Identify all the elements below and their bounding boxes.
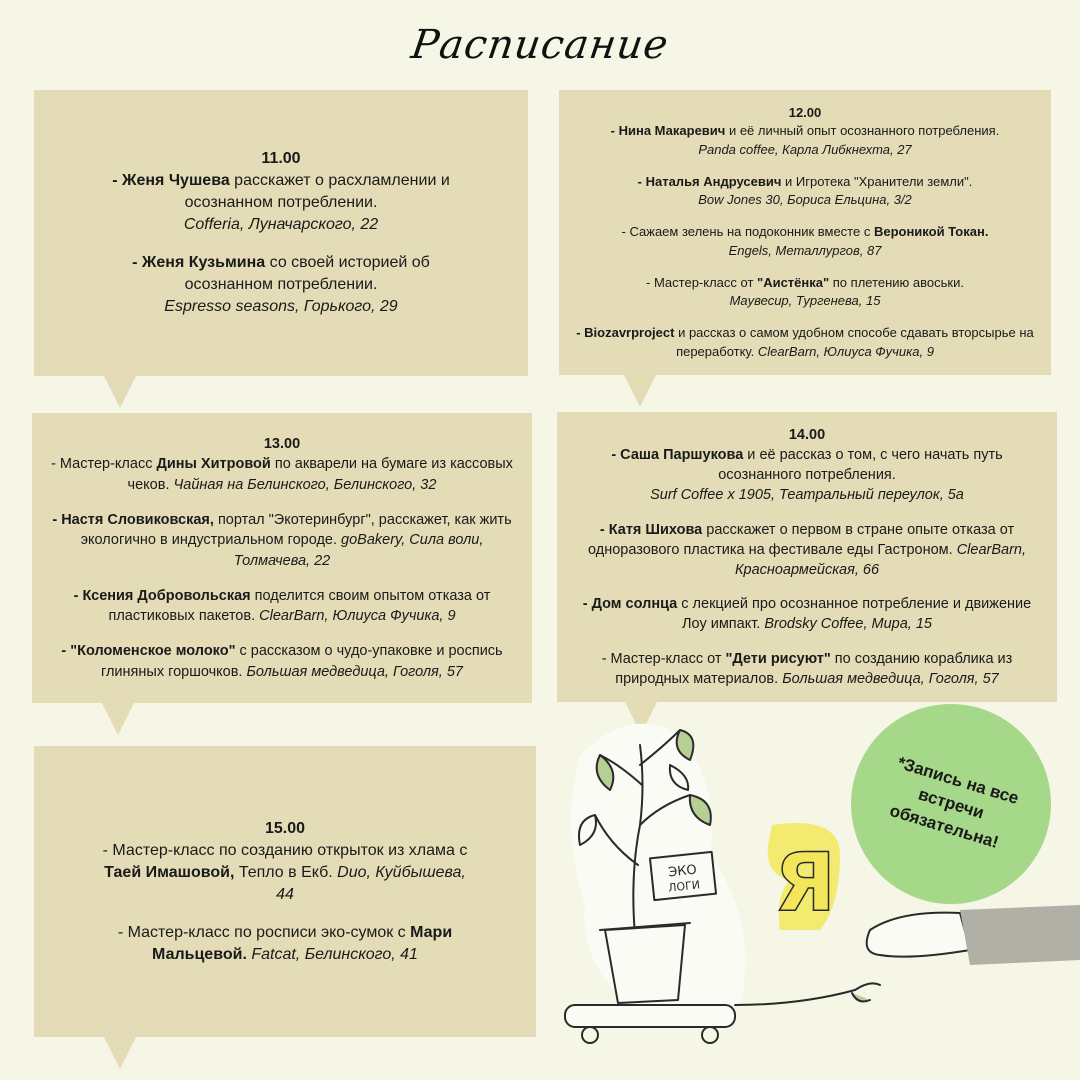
speaker-name: - Женя Кузьмина	[132, 254, 266, 271]
entry-text: с лекцией про осознанное потребление и движение Лоу импакт.	[677, 596, 1032, 633]
venue: Большая медведица, Гоголя, 57	[246, 663, 463, 680]
schedule-entry	[42, 641, 522, 682]
speaker-name: Вероникой Токан.	[873, 224, 989, 240]
entry-text: и рассказ о самом удобном способе сдавать вторсырье на переработку.	[674, 324, 1034, 359]
speaker-name: - Женя Чушева	[112, 172, 230, 189]
venue: Чайная на Белинского, Белинского, 32	[173, 476, 437, 493]
speaker-name: - Настя Словиковская,	[52, 511, 214, 528]
schedule-entry	[569, 445, 1045, 505]
schedule-entry	[567, 223, 1043, 260]
entry-text: - Мастер-класс от	[601, 650, 726, 667]
venue: ClearBarn, Юлиуса Фучика, 9	[259, 608, 456, 625]
venue: Duo, Куйбышева, 44	[276, 863, 466, 903]
time-label: 13.00	[263, 435, 301, 452]
entry-text: расскажет о расхламлении и осознанном потреблении.	[184, 172, 450, 211]
entry-text: Тепло в Екб.	[234, 863, 338, 881]
venue: Engels, Металлургов, 87	[728, 242, 882, 258]
venue: ClearBarn, Юлиуса Фучика, 9	[757, 343, 934, 359]
entry-text: - Сажаем зелень на подоконник вместе с	[621, 224, 874, 240]
venue: Brodsky Coffee, Мира, 15	[764, 616, 932, 633]
venue: Bow Jones 30, Бориса Ельцина, 3/2	[698, 192, 912, 208]
entry-text: - Мастер-класс по созданию открыток из хлама с	[102, 841, 468, 859]
speaker-name: - Biozavrproject	[576, 324, 675, 340]
schedule-entry	[569, 594, 1045, 634]
entry-text: и её рассказ о том, с чего начать путь осознанного потребления.	[718, 447, 1003, 484]
speaker-name: "Дети рисуют"	[725, 650, 831, 667]
schedule-entry	[567, 173, 1043, 210]
venue: Maувесир, Тургенева, 15	[729, 293, 881, 309]
schedule-entry	[569, 520, 1045, 580]
entry-text: и Игротека "Хранители земли".	[781, 173, 973, 189]
page-title: Расписание	[408, 22, 672, 68]
speaker-name: - Дом солнца	[582, 596, 678, 613]
venue: Большая медведица, Гоголя, 57	[782, 670, 999, 687]
registration-note-badge	[851, 704, 1051, 904]
venue: ClearBarn, Красноармейская, 66	[734, 541, 1026, 578]
entry-text: портал "Экотеринбург", расскажет, как жить экологично в индустриальном городе.	[80, 511, 512, 549]
speaker-name: - "Коломенское молоко"	[61, 643, 236, 660]
schedule-bubble-1300	[32, 413, 532, 703]
entry-text: - Мастер-класс от	[646, 274, 758, 290]
speaker-name: - Катя Шихова	[599, 521, 703, 538]
schedule-bubble-1100	[34, 90, 528, 376]
schedule-entry	[567, 324, 1043, 361]
venue: Surf Coffee x 1905, Театральный переулок, 5а	[650, 487, 964, 504]
time-label: 14.00	[788, 427, 826, 444]
schedule-entry	[569, 649, 1045, 689]
entry-text: расскажет о первом в стране опыте отказа от одноразового пластика на фестивале еды Гастроном.	[587, 521, 1015, 558]
entry-text: и её личный опыт осознанного потребления.	[725, 123, 1000, 139]
sign-text-line2: ЛОГИ	[667, 878, 701, 895]
venue: goBakery, Сила воли, Толмачева, 22	[233, 532, 484, 569]
speaker-name: Таей Имашовой,	[104, 863, 235, 881]
letter-ya: Я	[774, 836, 836, 929]
speaker-name: - Ксения Добровольская	[73, 587, 251, 604]
schedule-entry	[567, 274, 1043, 311]
speaker-name: "Аистёнка"	[757, 274, 830, 290]
entry-text: с рассказом о чудо-упаковке и роспись глиняных горшочков.	[101, 643, 503, 680]
speaker-name: Дины Хитровой	[156, 456, 271, 473]
schedule-bubble-1400	[557, 412, 1057, 702]
entry-text: по созданию кораблика из природных материалов.	[615, 650, 1013, 687]
entry-text: - Мастер-класс по росписи эко-сумок с	[117, 923, 411, 941]
entry-text: со своей историей об осознанном потреблении.	[184, 254, 430, 293]
schedule-entry	[42, 586, 522, 627]
venue: Fatcat, Белинского, 41	[251, 945, 418, 963]
sign-text-line1: ЭКО	[667, 862, 698, 881]
schedule-entry	[42, 510, 522, 572]
schedule-bubble-1200	[559, 90, 1051, 375]
schedule-entry	[94, 840, 476, 906]
schedule-entry	[94, 252, 468, 318]
venue: Cofferia, Луначарского, 22	[183, 216, 379, 233]
entry-text: - Мастер-класс	[51, 456, 157, 473]
schedule-entry	[567, 122, 1043, 159]
speaker-name: - Наталья Андрусевич	[637, 173, 782, 189]
entry-text: поделится своим опытом отказа от пластиковых пакетов.	[108, 587, 491, 625]
time-label: 11.00	[261, 150, 301, 167]
venue: Panda coffee, Карла Либкнехта, 27	[698, 142, 912, 158]
schedule-entry	[94, 922, 476, 966]
schedule-entry	[94, 170, 468, 236]
speaker-name: Мари Мальцевой.	[152, 923, 453, 963]
time-label: 12.00	[788, 104, 822, 120]
time-label: 15.00	[264, 819, 306, 837]
entry-text: по акварели на бумаге из кассовых чеков.	[127, 456, 513, 493]
entry-text: по плетению авоськи.	[829, 274, 964, 290]
schedule-bubble-1500	[34, 746, 536, 1037]
schedule-entry	[42, 454, 522, 495]
speaker-name: - Нина Макаревич	[610, 123, 726, 139]
registration-note: *Запись на все встречи обязательна!	[887, 753, 1021, 853]
speaker-name: - Саша Паршукова	[611, 447, 744, 464]
venue: Espresso seasons, Горького, 29	[164, 298, 398, 315]
